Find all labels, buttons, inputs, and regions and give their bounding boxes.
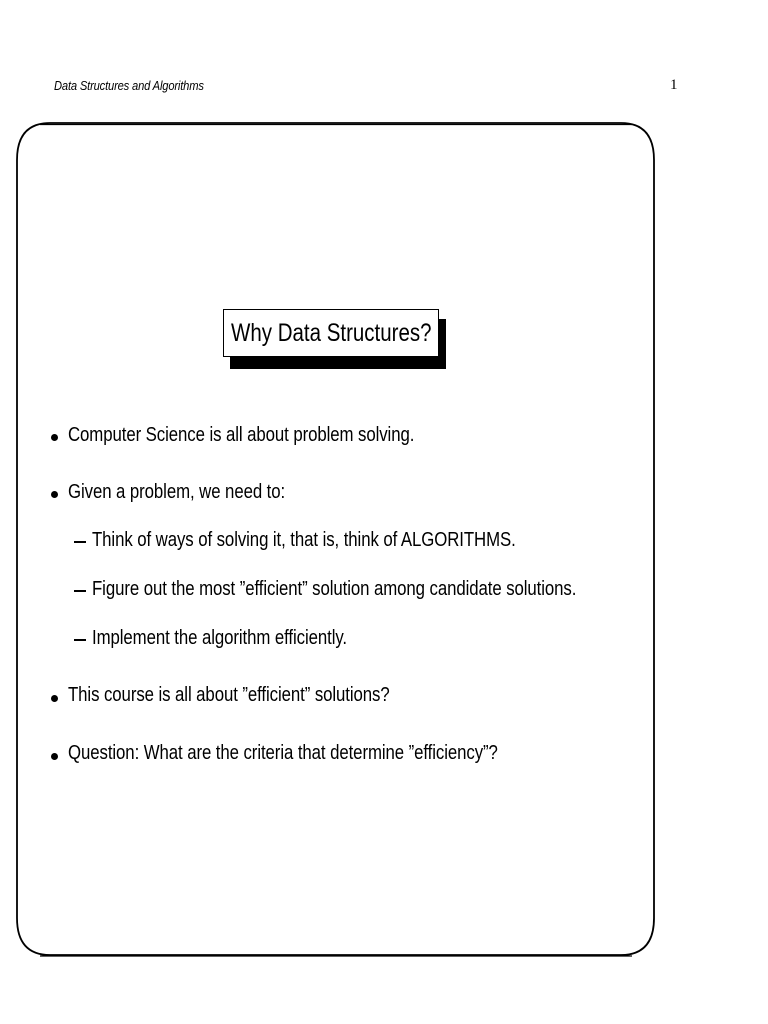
slide-title: Why Data Structures? — [230, 318, 432, 347]
bullet-dot-icon — [51, 491, 58, 498]
sub-bullet-item: Think of ways of solving it, that is, think of ALGORITHMS. — [92, 529, 516, 551]
bullet-item: Question: What are the criteria that determine ”efficiency”? — [68, 742, 498, 764]
sub-bullet-item: Implement the algorithm efficiently. — [92, 627, 348, 649]
bullet-item: Given a problem, we need to: — [68, 481, 286, 503]
dash-icon — [74, 590, 86, 592]
dash-icon — [74, 541, 86, 543]
bullet-dot-icon — [51, 695, 58, 702]
sub-bullet-item: Figure out the most ”efficient” solution among candidate solutions. — [92, 578, 577, 600]
bullet-item: Computer Science is all about problem solving. — [68, 424, 415, 446]
dash-icon — [74, 639, 86, 641]
bullet-dot-icon — [51, 434, 58, 441]
bullet-dot-icon — [51, 753, 58, 760]
bullet-item: This course is all about ”efficient” solutions? — [68, 684, 390, 706]
running-title: Data Structures and Algorithms — [54, 78, 204, 93]
page-number: 1 — [670, 77, 678, 93]
